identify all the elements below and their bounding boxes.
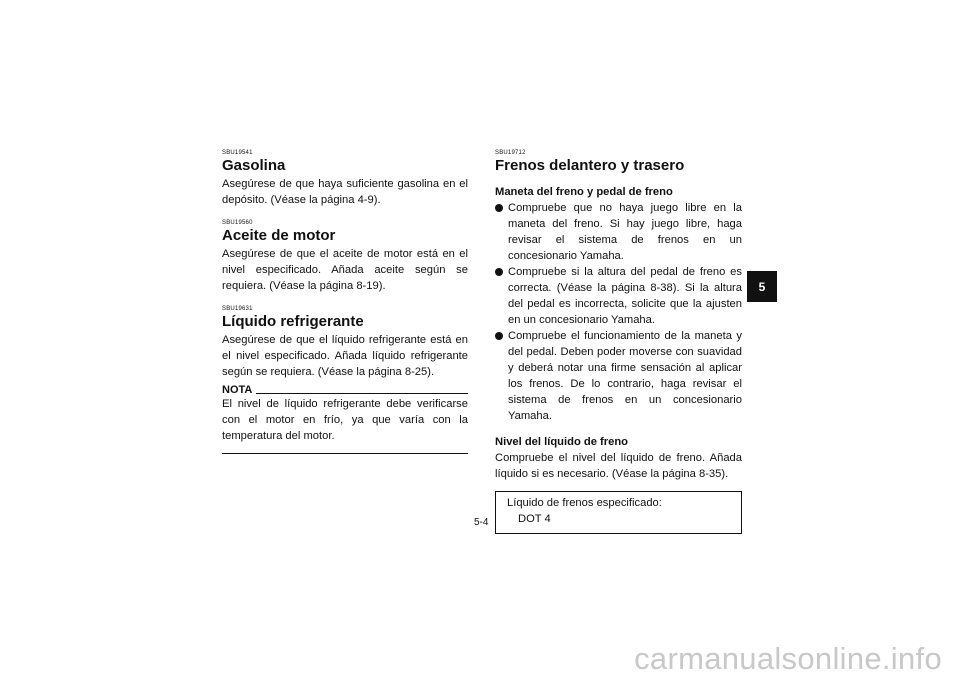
section-title: Frenos delantero y trasero	[495, 157, 685, 174]
section-refrigerante	[222, 306, 468, 380]
nota-label: NOTA	[222, 384, 253, 396]
subsection-heading: Nivel del líquido de freno	[495, 436, 629, 448]
list-item	[495, 200, 742, 264]
section-title: Líquido refrigerante	[222, 313, 364, 330]
spec-value: DOT 4	[518, 513, 551, 525]
subsection-body: Compruebe el nivel del líquido de freno. Añada líquido si es necesario. (Véase la página 8-35).	[495, 452, 742, 480]
page-number: 5-4	[474, 517, 489, 528]
section-title: Gasolina	[222, 157, 286, 174]
section-code: SBU19712	[495, 150, 526, 156]
left-column	[222, 150, 468, 454]
section-code: SBU19541	[222, 150, 253, 156]
nota-header	[222, 384, 468, 396]
section-aceite	[222, 220, 468, 294]
subsection-heading: Maneta del freno y pedal de freno	[495, 186, 673, 198]
section-body: Asegúrese de que el líquido refrigerante está en el nivel especificado. Añada líquido refrigerante según se requiera. (Véase la página 8-25).	[222, 334, 468, 378]
list-item-text: Compruebe si la altura del pedal de freno es correcta. (Véase la página 8-38). Si la altura del pedal es incorrecta, solicite que la ajusten en un concesionario Yamaha.	[508, 266, 742, 326]
list-item-text: Compruebe el funcionamiento de la maneta y del pedal. Deben poder moverse con suavidad y deberá notar una firme sensación al aplicar los frenos. De lo contrario, haga revisar el sistema de frenos en un concesionario Yamaha.	[508, 330, 742, 422]
nota-box	[222, 384, 468, 454]
watermark: carmanualsonline.info	[634, 641, 942, 676]
nota-end-rule	[222, 453, 468, 454]
bullet-list	[495, 200, 742, 424]
nota-text: El nivel de líquido refrigerante debe verificarse con el motor en frío, ya que varía con la temperatura del motor.	[222, 398, 468, 442]
bullet-icon	[495, 204, 503, 212]
section-body: Asegúrese de que el aceite de motor está en el nivel especificado. Añada aceite según se requiera. (Véase la página 8-19).	[222, 248, 468, 292]
list-item	[495, 264, 742, 328]
nota-rule	[256, 393, 468, 394]
chapter-tab: 5	[747, 271, 777, 302]
section-code: SBU19631	[222, 306, 253, 312]
spec-label: Líquido de frenos especificado:	[507, 497, 662, 509]
right-column	[495, 150, 742, 534]
spec-box	[495, 491, 742, 534]
section-title: Aceite de motor	[222, 227, 336, 244]
section-body: Asegúrese de que haya suficiente gasolina en el depósito. (Véase la página 4-9).	[222, 178, 468, 206]
list-item-text: Compruebe que no haya juego libre en la maneta del freno. Si hay juego libre, haga revisar el sistema de frenos en un concesionario Yamaha.	[508, 202, 742, 262]
section-code: SBU19560	[222, 220, 253, 226]
bullet-icon	[495, 332, 503, 340]
section-gasolina	[222, 150, 468, 208]
list-item	[495, 328, 742, 424]
bullet-icon	[495, 268, 503, 276]
